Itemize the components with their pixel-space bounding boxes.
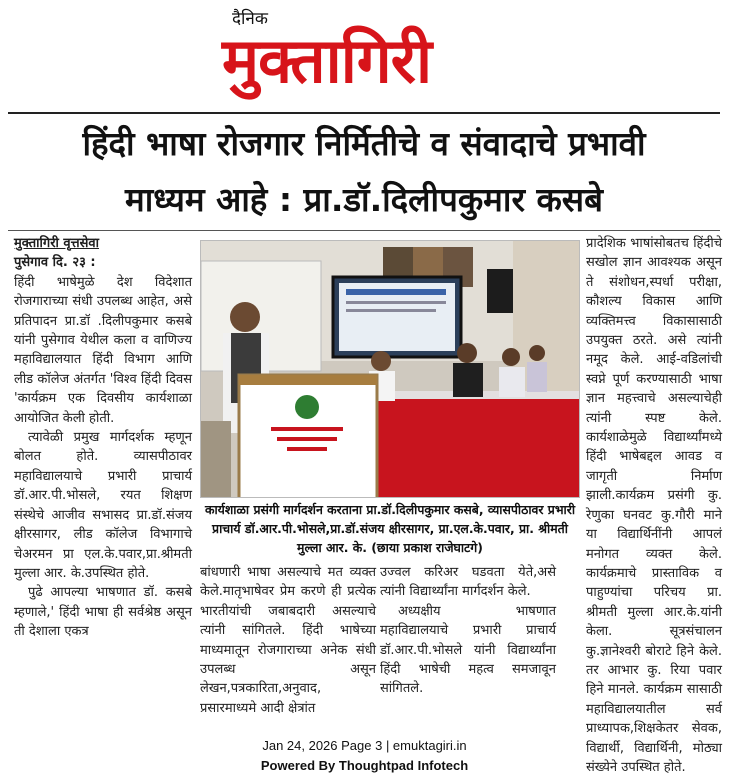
article-paragraph: प्रादेशिक भाषांसोबतच हिंदीचे सखोल ज्ञान आवश्यक असून ते संशोधन,स्पर्धा परीक्षा, कौशल्य विकास आणि व्यक्तिमत्त्व विकासासाठी उपयुक्त ठरते. असे त्यांनी नमूद केले. आई-वडिलांची स्वप्ने पूर्ण करण्यासाठी भाषा ज्ञान महत्त्वाचे असल्याचेही त्यांनी स्पष्ट केले. कार्यशाळेमुळे विद्यार्थ्यांमध्ये हिंदी भाषेबद्दल आवड व जागृती निर्माण झाली.कार्यक्रम प्रसंगी कु. रेणुका घनवट कु.गौरी माने या विद्यार्थिनींनी आपलं मनोगत व्यक्त केले. कार्यक्रमाचे प्रास्ताविक व पाहुण्यांचा परिचय प्रा. श्रीमती मुल्ला आर.के.यांनी केला. सूत्रसंचालन कु.ज्ञानेश्वरी बोराटे हिने केले. तर आभार कु. रिया पवार हिने मानले. कार्यक्रम सासाठी महाविद्यालयातील सर्व प्राध्यापक,शिक्षकेतर सेवक, विद्यार्थी, विद्यार्थिनी, मोठ्या संख्येने उपस्थित होते. [586,236,722,775]
article-column-middle-2 [380,563,556,699]
photo-caption: कार्यशाळा प्रसंगी मार्गदर्शन करताना प्रा.डॉ.दिलीपकुमार कसबे, व्यासपीठावर प्रभारी प्राचार्य डॉ.आर.पी.भोसले,प्रा.डॉ.संजय क्षीरसागर, प्रा.एल.के.पवार, प्रा. श्रीमती मुल्ला आर. के. (छाया प्रकाश राजेघाटगे) [204,502,576,555]
article-paragraph: अध्यक्षीय भाषणात महाविद्यालयाचे प्रभारी प्राचार्य डॉ.आर.पी.भोसले यांनी विद्यार्थ्यांना हिंदी भाषेची महत्व समजावून सांगितले. [380,603,556,697]
byline: मुक्तागिरी वृत्तसेवा [14,236,100,251]
headline-divider [8,230,720,231]
article-paragraph: त्यावेळी प्रमुख मार्गदर्शक म्हणून बोलत होते. व्यासपीठावर महाविद्यालयाचे प्रभारी प्राचार्य डॉ.आर.पी.भोसले, रयत शिक्षण संस्थेचे आजीव सभासद प्रा.डॉ.संजय क्षीरसागर, लीड कॉलेज विभागाचे चेअरमन प्रा एल.के.पवार,प्रा.श्रीमती मुल्ला आर. के.उपस्थित होते. [14,430,192,581]
article-paragraph: पुढे आपल्या भाषणात डॉ. कसबे म्हणाले,' हिंदी भाषा ही सर्वश्रेष्ठ असून ती देशाला एकत्र [14,585,192,640]
headline-line-1: हिंदी भाषा रोजगार निर्मितीचे व संवादाचे प्रभावी [82,124,646,163]
footer-page-info: Jan 24, 2026 Page 3 | emuktagiri.in [262,738,467,753]
headline-line-2: माध्यम आहे : प्रा.डॉ.दिलीपकुमार कसबे [125,180,603,219]
masthead [0,0,729,112]
masthead-daily-label: दैनिक [232,9,268,29]
event-photo [200,240,580,498]
footer-powered-by: Powered By Thoughtpad Infotech [260,758,469,773]
masthead-title: मुक्तागिरी [222,24,432,97]
article-paragraph: उज्वल करिअर घडवता येते,असे त्यांनी विद्यार्थ्यांना मार्गदर्शन केले. [380,565,556,600]
dateline: पुसेगाव दि. २३ : [14,255,96,271]
article-paragraph: बांधणारी भाषा असल्याचे मत व्यक्त केले.मातृभाषेवर प्रेम करणे ही प्रत्येक भारतीयांची जबाबदारी असल्याचे त्यांनी सांगितले. हिंदी भाषेच्या माध्यमातून रोजगाराच्या अनेक संधी उपलब्ध असून लेखन,पत्रकारिता,अनुवाद, प्रसारमाध्यमे आदी क्षेत्रांत [200,565,376,716]
article-paragraph: हिंदी भाषेमुळे देश विदेशात रोजगाराच्या संधी उपलब्ध आहेत, असे प्रतिपादन प्रा.डॉ .दिलीपकुमार कसबे यांनी पुसेगाव येथील कला व वाणिज्य महाविद्यालयात हिंदी विभाग आणि लीड कॉलेज अंतर्गत 'विश्व हिंदी दिवस 'कार्यक्रम एक दिवसीय कार्यशाळा आयोजित केली होती. [14,274,192,426]
article-column-right [586,234,722,777]
article-column-left [14,234,192,642]
article-column-middle-1 [200,563,376,718]
top-divider [8,112,720,114]
event-photo-illustration [201,241,580,498]
